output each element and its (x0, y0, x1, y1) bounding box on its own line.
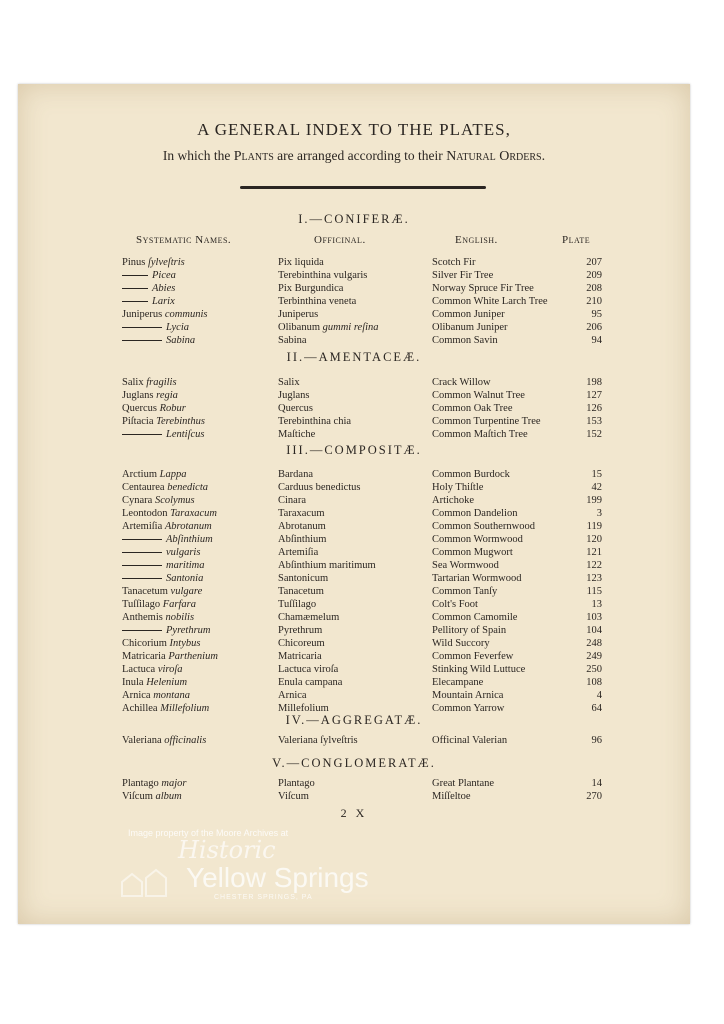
systematic-name (122, 734, 206, 747)
officinal-name (278, 598, 316, 611)
officinal-name (278, 676, 342, 689)
index-row (18, 256, 690, 269)
genus-name: Arctium (122, 469, 157, 480)
plate-number: 13 (591, 599, 602, 610)
species-name: regia (156, 390, 178, 401)
genus-name: Centaurea (122, 482, 165, 493)
officinal-text: Terebinthina vulgaris (278, 270, 368, 281)
plate-number: 249 (586, 651, 602, 662)
english-name: Common Camomile (432, 612, 518, 623)
officinal-text: Tanacetum (278, 586, 324, 597)
officinal-name (278, 650, 322, 663)
plate-number: 123 (586, 573, 602, 584)
order-heading-4: IV.—AGGREGATÆ. (285, 713, 423, 727)
officinal-name (278, 507, 325, 520)
species-name: Picea (152, 270, 176, 281)
ditto-dash (122, 630, 162, 631)
officinal-text: Taraxacum (278, 508, 325, 519)
index-row (18, 689, 690, 702)
english-name: Officinal Valerian (432, 735, 508, 746)
genus-name: Arnica (122, 690, 151, 701)
plate-number: 121 (586, 547, 602, 558)
genus-name: Valeriana (122, 735, 162, 746)
index-row (18, 321, 690, 334)
plate-number: 127 (586, 390, 602, 401)
plate-number: 126 (586, 403, 602, 414)
systematic-name (122, 559, 205, 572)
species-name: Taraxacum (170, 508, 217, 519)
english-name: Common Mugwort (432, 547, 513, 558)
index-row (18, 295, 690, 308)
index-row (18, 624, 690, 637)
species-name: Abrotanum (164, 521, 212, 532)
english-name: Sea Wormwood (432, 560, 499, 571)
officinal-text: Cinara (278, 495, 306, 506)
index-row (18, 481, 690, 494)
english-name: Common Southernwood (432, 521, 535, 532)
ditto-dash (122, 434, 162, 435)
order-heading-5: V.—CONGLOMERATÆ. (272, 756, 436, 770)
column-header-english: English. (455, 234, 498, 246)
index-row (18, 546, 690, 559)
officinal-text: Abſinthium (278, 534, 327, 545)
genus-name: Chicorium (122, 638, 167, 649)
index-row (18, 376, 690, 389)
english-name: Olibanum Juniper (432, 322, 508, 333)
plate-number: 250 (586, 664, 602, 675)
systematic-name (122, 269, 176, 282)
english-name: Wild Succory (432, 638, 490, 649)
officinal-name (278, 468, 313, 481)
systematic-name (122, 777, 186, 790)
officinal-text: Bardana (278, 469, 313, 480)
index-row (18, 790, 690, 803)
english-name: Common Dandelion (432, 508, 518, 519)
genus-name: Artemiſia (122, 521, 163, 532)
officinal-name (278, 428, 315, 441)
index-row (18, 702, 690, 715)
systematic-name (122, 376, 177, 389)
ditto-dash (122, 565, 162, 566)
english-name: Mountain Arnica (432, 690, 504, 701)
officinal-text: Abſinthium maritimum (278, 560, 376, 571)
officinal-name (278, 585, 324, 598)
ditto-dash (122, 327, 162, 328)
species-name: ſylveſtris (147, 257, 185, 268)
plate-number: 199 (586, 495, 602, 506)
plate-number: 94 (591, 335, 602, 346)
index-row (18, 676, 690, 689)
officinal-text: Terebinthina chia (278, 416, 352, 427)
species-name: Terebinthus (156, 416, 205, 427)
english-name: Common Wormwood (432, 534, 523, 545)
genus-name: Juglans (122, 390, 154, 401)
officinal-name (278, 308, 318, 321)
officinal-name (278, 546, 318, 559)
species-name: fragilis (146, 377, 177, 388)
systematic-name (122, 663, 183, 676)
english-name: Holy Thiſtle (432, 482, 484, 493)
systematic-name (122, 520, 212, 533)
watermark-logo-icon (118, 866, 170, 900)
systematic-name (122, 611, 194, 624)
officinal-text: Olibanum (278, 322, 320, 333)
ditto-dash (122, 539, 162, 540)
species-name: communis (164, 309, 208, 320)
genus-name: Juniperus (122, 309, 163, 320)
species-name: Santonia (166, 573, 204, 584)
systematic-name (122, 256, 185, 269)
english-name: Common Juniper (432, 309, 505, 320)
officinal-text: Carduus benedictus (278, 482, 361, 493)
english-name: Common Burdock (432, 469, 510, 480)
officinal-name (278, 494, 306, 507)
plate-number: 207 (586, 257, 602, 268)
species-name: major (161, 778, 187, 789)
species-name: Intybus (169, 638, 201, 649)
order-heading-3: III.—COMPOSITÆ. (286, 443, 422, 457)
officinal-text: Maſtiche (278, 429, 316, 440)
officinal-name (278, 777, 315, 790)
officinal-name (278, 624, 322, 637)
officinal-name (278, 689, 307, 702)
plate-number: 64 (591, 703, 602, 714)
english-name: Colt's Foot (432, 599, 478, 610)
subtitle-part-b: Plants (233, 149, 274, 164)
systematic-name (122, 572, 203, 585)
plate-number: 210 (586, 296, 602, 307)
systematic-name (122, 702, 209, 715)
officinal-name (278, 790, 309, 803)
species-name: Lycia (166, 322, 190, 333)
systematic-name (122, 389, 178, 402)
officinal-text: Terbinthina veneta (278, 296, 357, 307)
watermark-credit: Image property of the Moore Archives at (128, 828, 289, 838)
column-header-systematic: Systematic Names. (136, 234, 232, 246)
index-row (18, 520, 690, 533)
species-name: album (155, 791, 182, 802)
index-row (18, 428, 690, 441)
officinal-name (278, 256, 324, 269)
english-name: Artichoke (432, 495, 474, 506)
plate-number: 104 (586, 625, 602, 636)
english-name: Common Yarrow (432, 703, 505, 714)
plate-number: 42 (591, 482, 602, 493)
index-row (18, 308, 690, 321)
systematic-name (122, 334, 195, 347)
english-name: Elecampane (432, 677, 484, 688)
plate-number: 108 (586, 677, 602, 688)
species-name: Helenium (146, 677, 188, 688)
subtitle-part-d: Natural Orders. (446, 149, 546, 164)
index-title: A GENERAL INDEX TO THE PLATES, (197, 120, 511, 139)
plate-number: 15 (591, 469, 602, 480)
species-name: Sabina (166, 335, 196, 346)
species-name: maritima (166, 560, 205, 571)
plate-number: 3 (596, 508, 602, 519)
genus-name: Tanacetum (122, 586, 168, 597)
species-name: Pyrethrum (166, 625, 211, 636)
english-name: Tartarian Wormwood (432, 573, 522, 584)
officinal-name (278, 611, 339, 624)
officinal-text: Juniperus (278, 309, 319, 320)
officinal-text: Pix Burgundica (278, 283, 344, 294)
genus-name: Anthemis (122, 612, 163, 623)
index-row (18, 494, 690, 507)
species-name: Abies (152, 283, 176, 294)
officinal-name (278, 481, 361, 494)
ditto-dash (122, 288, 148, 289)
officinal-text: Chicoreum (278, 638, 325, 649)
english-name: Silver Fir Tree (432, 270, 494, 281)
officinal-name (278, 376, 300, 389)
officinal-text: Pix liquida (278, 257, 324, 268)
species-name: Abſinthium (166, 534, 213, 545)
order-heading-2: II.—AMENTACEÆ. (286, 350, 422, 364)
english-name: Crack Willow (432, 377, 491, 388)
officinal-text: Juglans (278, 390, 310, 401)
officinal-text: Matricaria (278, 651, 322, 662)
genus-name: Tuſſilago (122, 599, 161, 610)
systematic-name (122, 402, 186, 415)
genus-name: Piſtacia (122, 416, 154, 427)
officinal-text: Salix (278, 377, 300, 388)
species-name: Parthenium (168, 651, 218, 662)
officinal-text: Arnica (278, 690, 307, 701)
systematic-name (122, 790, 182, 803)
ditto-dash (122, 275, 148, 276)
english-name: Pellitory of Spain (432, 625, 507, 636)
english-name: Common Savin (432, 335, 498, 346)
species-name: Larix (152, 296, 175, 307)
officinal-name (278, 269, 367, 282)
species-name: Scolymus (154, 495, 195, 506)
genus-name: Quercus (122, 403, 157, 414)
index-subtitle (18, 148, 690, 165)
systematic-name (122, 481, 208, 494)
page-paper (18, 84, 690, 924)
plate-number: 95 (591, 309, 602, 320)
officinal-text: Tuſſilago (278, 599, 317, 610)
species-name: benedicta (167, 482, 209, 493)
english-name: Great Plantane (432, 778, 495, 789)
species-name: Lentiſcus (166, 429, 205, 440)
officinal-name (278, 663, 338, 676)
english-name: Common Oak Tree (432, 403, 513, 414)
systematic-name (122, 585, 202, 598)
english-name: Common Turpentine Tree (432, 416, 541, 427)
plate-number: 103 (586, 612, 602, 623)
officinal-text: Sabina (278, 335, 307, 346)
genus-name: Matricaria (122, 651, 166, 662)
index-row (18, 468, 690, 481)
species-name: Robur (159, 403, 186, 414)
index-row (18, 559, 690, 572)
ditto-dash (122, 301, 148, 302)
officinal-name (278, 559, 376, 572)
english-name: Norway Spruce Fir Tree (432, 283, 534, 294)
species-name: vulgaris (166, 547, 201, 558)
officinal-text: Valeriana ſylveſtris (278, 735, 358, 746)
plate-number: 153 (586, 416, 602, 427)
officinal-name (278, 637, 325, 650)
plate-number: 270 (586, 791, 602, 802)
plate-number: 198 (586, 377, 602, 388)
column-header-officinal: Officinal. (314, 234, 366, 246)
english-name: Common Walnut Tree (432, 390, 525, 401)
english-name: Common Feverfew (432, 651, 514, 662)
systematic-name (122, 494, 195, 507)
systematic-name (122, 282, 175, 295)
index-row (18, 598, 690, 611)
index-row (18, 402, 690, 415)
systematic-name (122, 308, 207, 321)
plate-number: 115 (586, 586, 602, 597)
plate-number: 122 (586, 560, 602, 571)
officinal-name (278, 321, 379, 334)
systematic-name (122, 295, 175, 308)
index-row (18, 282, 690, 295)
officinal-text: Chamæmelum (278, 612, 340, 623)
index-row (18, 415, 690, 428)
officinal-name (278, 402, 313, 415)
officinal-italic: gummi reſina (322, 322, 379, 333)
index-row (18, 663, 690, 676)
systematic-name (122, 428, 205, 441)
ditto-dash (122, 340, 162, 341)
systematic-name (122, 321, 189, 334)
genus-name: Cynara (122, 495, 153, 506)
officinal-text: Millefolium (278, 703, 329, 714)
systematic-name (122, 624, 211, 637)
ditto-dash (122, 552, 162, 553)
systematic-name (122, 533, 213, 546)
officinal-name (278, 389, 310, 402)
officinal-name (278, 415, 351, 428)
subtitle-part-c: are arranged according to their (277, 148, 443, 163)
species-name: viroſa (157, 664, 183, 675)
index-row (18, 533, 690, 546)
genus-name: Achillea (122, 703, 158, 714)
systematic-name (122, 650, 218, 663)
officinal-name (278, 734, 358, 747)
officinal-name (278, 702, 329, 715)
species-name: officinalis (164, 735, 207, 746)
column-header-plate: Plate (562, 234, 591, 246)
english-name: Scotch Fir (432, 257, 476, 268)
systematic-name (122, 546, 200, 559)
index-row (18, 585, 690, 598)
index-row (18, 637, 690, 650)
order-heading-1: I.—CONIFERÆ. (298, 212, 410, 226)
officinal-name (278, 282, 343, 295)
systematic-name (122, 598, 196, 611)
officinal-text: Pyrethrum (278, 625, 323, 636)
plate-number: 96 (591, 735, 602, 746)
watermark-location: CHESTER SPRINGS, PA (214, 894, 313, 901)
officinal-name (278, 334, 307, 347)
plate-number: 248 (586, 638, 602, 649)
plate-number: 120 (586, 534, 602, 545)
index-row (18, 777, 690, 790)
genus-name: Lactuca (122, 664, 156, 675)
watermark-yellow-springs: Yellow Springs (186, 862, 369, 893)
systematic-name (122, 507, 217, 520)
genus-name: Pinus (122, 257, 146, 268)
species-name: montana (153, 690, 190, 701)
officinal-text: Plantago (278, 778, 315, 789)
officinal-text: Lactuca viroſa (278, 664, 339, 675)
subtitle-part-a: In which the (162, 148, 231, 163)
officinal-text: Abrotanum (278, 521, 326, 532)
genus-name: Viſcum (122, 791, 153, 802)
officinal-text: Santonicum (278, 573, 329, 584)
officinal-text: Artemiſia (278, 547, 319, 558)
systematic-name (122, 637, 200, 650)
officinal-name (278, 533, 326, 546)
english-name: Common White Larch Tree (432, 296, 548, 307)
english-name: Miſſeltoe (432, 791, 471, 802)
species-name: nobilis (165, 612, 195, 623)
index-row (18, 734, 690, 747)
signature-mark: 2 X (340, 806, 368, 820)
officinal-name (278, 520, 326, 533)
english-name: Stinking Wild Luttuce (432, 664, 526, 675)
plate-number: 4 (596, 690, 602, 701)
systematic-name (122, 468, 186, 481)
watermark-historic: Historic (178, 836, 276, 864)
genus-name: Leontodon (122, 508, 168, 519)
species-name: Farfara (162, 599, 197, 610)
genus-name: Plantago (122, 778, 159, 789)
english-name: Common Tanſy (432, 586, 498, 597)
plate-number: 208 (586, 283, 602, 294)
index-row (18, 269, 690, 282)
systematic-name (122, 415, 205, 428)
title-rule (240, 186, 486, 189)
officinal-text: Quercus (278, 403, 313, 414)
index-row (18, 334, 690, 347)
systematic-name (122, 689, 190, 702)
plate-number: 209 (586, 270, 602, 281)
plate-number: 14 (591, 778, 602, 789)
genus-name: Inula (122, 677, 144, 688)
systematic-name (122, 676, 187, 689)
officinal-name (278, 295, 356, 308)
index-row (18, 572, 690, 585)
officinal-text: Enula campana (278, 677, 343, 688)
officinal-text: Viſcum (278, 791, 309, 802)
plate-number: 119 (586, 521, 602, 532)
species-name: vulgare (170, 586, 203, 597)
index-row (18, 507, 690, 520)
index-row (18, 650, 690, 663)
genus-name: Salix (122, 377, 144, 388)
ditto-dash (122, 578, 162, 579)
index-row (18, 611, 690, 624)
species-name: Millefolium (160, 703, 210, 714)
english-name: Common Maſtich Tree (432, 429, 528, 440)
species-name: Lappa (159, 469, 187, 480)
index-row (18, 389, 690, 402)
officinal-name (278, 572, 328, 585)
plate-number: 206 (586, 322, 602, 333)
plate-number: 152 (586, 429, 602, 440)
